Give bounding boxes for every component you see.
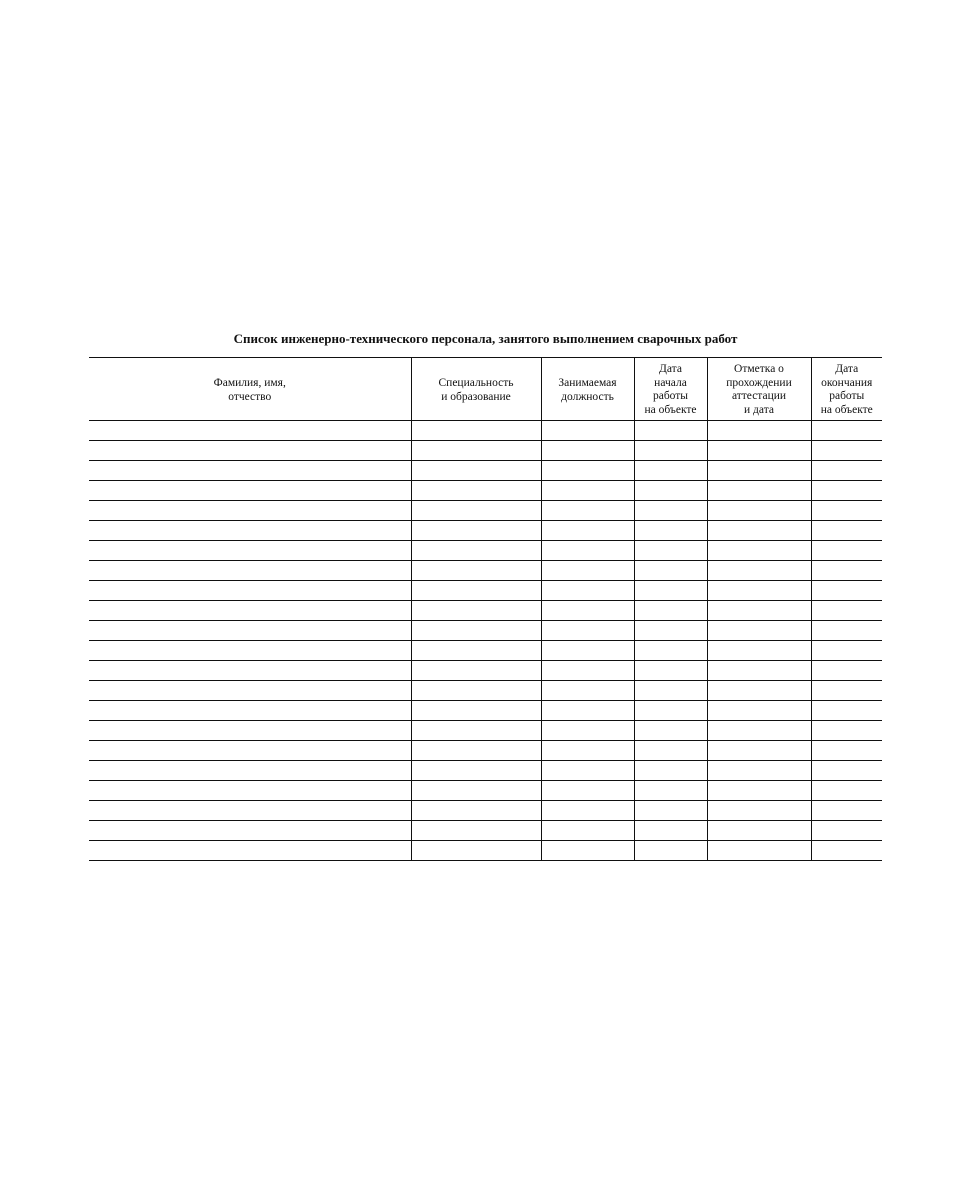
cell-full-name — [89, 701, 411, 721]
cell-specialty-education — [411, 581, 541, 601]
cell-position-held — [541, 761, 634, 781]
table-body — [89, 421, 882, 861]
cell-end-date — [811, 721, 882, 741]
cell-certification-note — [707, 701, 811, 721]
table-header-row — [89, 358, 882, 421]
cell-start-date — [634, 581, 707, 601]
cell-position-held — [541, 481, 634, 501]
cell-start-date — [634, 441, 707, 461]
cell-end-date — [811, 601, 882, 621]
cell-start-date — [634, 621, 707, 641]
cell-specialty-education — [411, 421, 541, 441]
cell-start-date — [634, 561, 707, 581]
table-row — [89, 781, 882, 801]
cell-specialty-education — [411, 561, 541, 581]
cell-position-held — [541, 781, 634, 801]
cell-start-date — [634, 841, 707, 861]
cell-position-held — [541, 601, 634, 621]
cell-specialty-education — [411, 441, 541, 461]
cell-certification-note — [707, 441, 811, 461]
cell-certification-note — [707, 621, 811, 641]
cell-full-name — [89, 481, 411, 501]
cell-position-held — [541, 441, 634, 461]
cell-certification-note — [707, 801, 811, 821]
cell-full-name — [89, 801, 411, 821]
cell-certification-note — [707, 601, 811, 621]
table-row — [89, 461, 882, 481]
cell-start-date — [634, 681, 707, 701]
cell-position-held — [541, 501, 634, 521]
cell-start-date — [634, 461, 707, 481]
table-row — [89, 661, 882, 681]
cell-certification-note — [707, 841, 811, 861]
header-full-name: Фамилия, имя, отчество — [89, 358, 411, 421]
cell-position-held — [541, 521, 634, 541]
cell-start-date — [634, 541, 707, 561]
table-row — [89, 501, 882, 521]
cell-specialty-education — [411, 681, 541, 701]
cell-end-date — [811, 541, 882, 561]
cell-position-held — [541, 661, 634, 681]
cell-position-held — [541, 641, 634, 661]
cell-certification-note — [707, 641, 811, 661]
cell-full-name — [89, 441, 411, 461]
cell-start-date — [634, 641, 707, 661]
cell-certification-note — [707, 521, 811, 541]
cell-start-date — [634, 761, 707, 781]
header-position-held: Занимаемая должность — [541, 358, 634, 421]
table-row — [89, 481, 882, 501]
cell-certification-note — [707, 721, 811, 741]
cell-full-name — [89, 681, 411, 701]
cell-certification-note — [707, 461, 811, 481]
cell-full-name — [89, 561, 411, 581]
cell-position-held — [541, 801, 634, 821]
header-certification-note: Отметка о прохождении аттестации и дата — [707, 358, 811, 421]
table-row — [89, 641, 882, 661]
cell-full-name — [89, 501, 411, 521]
cell-end-date — [811, 481, 882, 501]
cell-position-held — [541, 581, 634, 601]
cell-full-name — [89, 461, 411, 481]
cell-certification-note — [707, 681, 811, 701]
cell-full-name — [89, 581, 411, 601]
table-row — [89, 621, 882, 641]
cell-position-held — [541, 461, 634, 481]
table-row — [89, 841, 882, 861]
cell-full-name — [89, 821, 411, 841]
cell-end-date — [811, 641, 882, 661]
cell-start-date — [634, 741, 707, 761]
form-title: Список инженерно-технического персонала, занятого выполнением сварочных работ — [233, 331, 738, 346]
cell-end-date — [811, 461, 882, 481]
cell-full-name — [89, 541, 411, 561]
cell-start-date — [634, 721, 707, 741]
table-row — [89, 761, 882, 781]
header-end-date: Дата окончания работы на объекте — [811, 358, 882, 421]
table-row — [89, 801, 882, 821]
cell-specialty-education — [411, 841, 541, 861]
cell-full-name — [89, 841, 411, 861]
cell-certification-note — [707, 581, 811, 601]
cell-position-held — [541, 821, 634, 841]
cell-position-held — [541, 541, 634, 561]
cell-position-held — [541, 701, 634, 721]
cell-specialty-education — [411, 601, 541, 621]
cell-specialty-education — [411, 761, 541, 781]
table-row — [89, 421, 882, 441]
cell-full-name — [89, 641, 411, 661]
cell-specialty-education — [411, 521, 541, 541]
table-row — [89, 721, 882, 741]
cell-specialty-education — [411, 641, 541, 661]
cell-specialty-education — [411, 781, 541, 801]
table-row — [89, 581, 882, 601]
cell-end-date — [811, 821, 882, 841]
table-row — [89, 681, 882, 701]
cell-full-name — [89, 761, 411, 781]
cell-position-held — [541, 681, 634, 701]
table-row — [89, 701, 882, 721]
header-start-date: Дата начала работы на объекте — [634, 358, 707, 421]
cell-start-date — [634, 661, 707, 681]
cell-end-date — [811, 581, 882, 601]
cell-position-held — [541, 741, 634, 761]
cell-start-date — [634, 701, 707, 721]
cell-position-held — [541, 841, 634, 861]
cell-full-name — [89, 781, 411, 801]
cell-certification-note — [707, 761, 811, 781]
cell-end-date — [811, 761, 882, 781]
cell-certification-note — [707, 501, 811, 521]
table-row — [89, 741, 882, 761]
table-row — [89, 541, 882, 561]
cell-end-date — [811, 841, 882, 861]
cell-end-date — [811, 681, 882, 701]
cell-start-date — [634, 801, 707, 821]
cell-full-name — [89, 721, 411, 741]
cell-full-name — [89, 521, 411, 541]
cell-full-name — [89, 661, 411, 681]
cell-specialty-education — [411, 461, 541, 481]
cell-full-name — [89, 741, 411, 761]
cell-specialty-education — [411, 801, 541, 821]
cell-specialty-education — [411, 501, 541, 521]
cell-certification-note — [707, 481, 811, 501]
cell-end-date — [811, 501, 882, 521]
cell-specialty-education — [411, 481, 541, 501]
table-row — [89, 521, 882, 541]
cell-position-held — [541, 621, 634, 641]
cell-position-held — [541, 561, 634, 581]
cell-start-date — [634, 821, 707, 841]
cell-start-date — [634, 601, 707, 621]
cell-start-date — [634, 501, 707, 521]
cell-certification-note — [707, 561, 811, 581]
cell-certification-note — [707, 821, 811, 841]
cell-specialty-education — [411, 661, 541, 681]
cell-full-name — [89, 601, 411, 621]
cell-specialty-education — [411, 741, 541, 761]
cell-end-date — [811, 441, 882, 461]
cell-end-date — [811, 781, 882, 801]
table-row — [89, 441, 882, 461]
cell-end-date — [811, 701, 882, 721]
cell-certification-note — [707, 741, 811, 761]
cell-start-date — [634, 521, 707, 541]
cell-position-held — [541, 421, 634, 441]
cell-certification-note — [707, 781, 811, 801]
cell-end-date — [811, 421, 882, 441]
cell-end-date — [811, 621, 882, 641]
cell-full-name — [89, 621, 411, 641]
cell-end-date — [811, 801, 882, 821]
table-row — [89, 601, 882, 621]
cell-start-date — [634, 781, 707, 801]
cell-certification-note — [707, 541, 811, 561]
cell-start-date — [634, 481, 707, 501]
header-specialty-education: Специальность и образование — [411, 358, 541, 421]
table-row — [89, 821, 882, 841]
cell-end-date — [811, 741, 882, 761]
cell-certification-note — [707, 661, 811, 681]
cell-end-date — [811, 561, 882, 581]
cell-full-name — [89, 421, 411, 441]
cell-specialty-education — [411, 721, 541, 741]
cell-specialty-education — [411, 621, 541, 641]
cell-specialty-education — [411, 701, 541, 721]
cell-position-held — [541, 721, 634, 741]
cell-specialty-education — [411, 821, 541, 841]
cell-certification-note — [707, 421, 811, 441]
cell-end-date — [811, 661, 882, 681]
table-row — [89, 561, 882, 581]
cell-specialty-education — [411, 541, 541, 561]
personnel-register-table — [89, 357, 882, 861]
cell-start-date — [634, 421, 707, 441]
cell-end-date — [811, 521, 882, 541]
